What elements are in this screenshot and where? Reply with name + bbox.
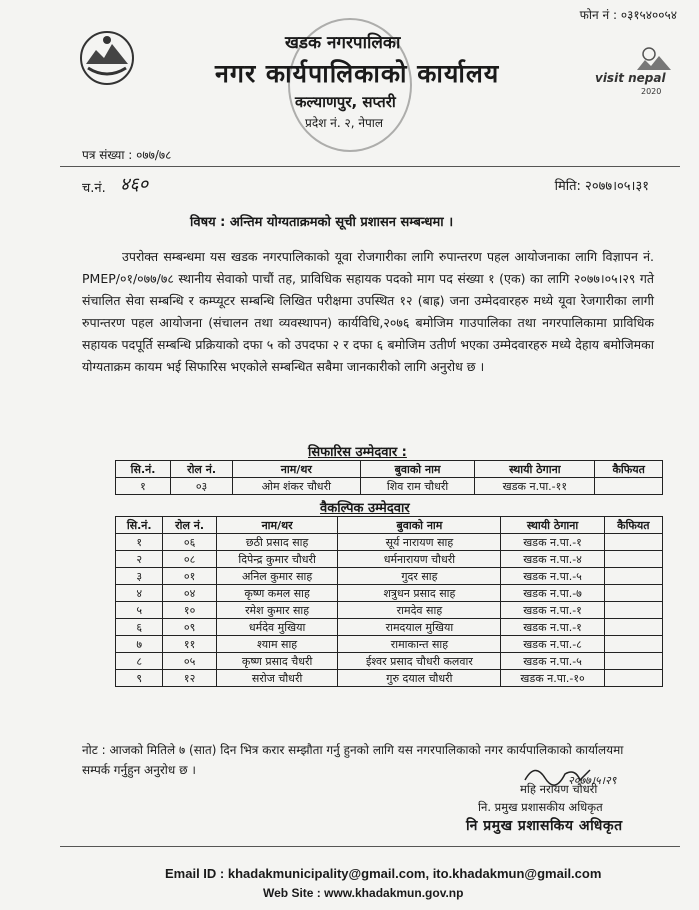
cell [595,478,663,495]
cell: शिव राम चौधरी [360,478,475,495]
col-address: स्थायी ठेगाना [475,461,595,478]
cell [604,636,662,653]
cell: ०५ [163,653,216,670]
cell: खडक न.पा.-८ [501,636,604,653]
cell: दिपेन्द्र कुमार चौधरी [216,551,338,568]
col-sn: सि.नं. [116,517,163,534]
cell: सरोज चौधरी [216,670,338,687]
table-row [116,534,663,551]
table-row [116,602,663,619]
table-header-row [116,517,663,534]
cell: खडक न.पा.-१० [501,670,604,687]
table-row [116,585,663,602]
col-name: नाम/थर [216,517,338,534]
cell [604,602,662,619]
cell: २ [116,551,163,568]
dispatch-number: ४६० [120,174,149,195]
table-row [116,670,663,687]
cell: रामदयाल मुखिया [338,619,501,636]
col-roll: रोल नं. [171,461,233,478]
letter-body: उपरोक्त सम्बन्धमा यस खडक नगरपालिकाको यूवा रोजगारीका लागि रुपान्तरण पहल आयोजनाका लागि विज्ञापन नं. PMEP/०१/०७७/७८ स्थानीय सेवाको पाचौं तह, प्राविधिक सहायक पदको माग पद संख्या १ (एक) का लागि २०७७।०५।२९ गते संचालित सेवा सम्बन्धि र कम्प्यूटर सम्बन्धि लिखित परीक्षमा उपस्थित १२ (बाह्र) जना उम्मेदवारहरु मध्ये यूवा रेजगारीका लागी रुपान्तरण पहल आयोजना (संचालन तथा व्यवस्थापन) कार्यविधि,२०७६ बमोजिम गाउपालिका तथा नगरपालिकामा प्राविधिक सहायक पदपूर्ति सम्बन्धि प्रक्रियाको दफा ५ को उपदफा २ र दफा ६ बमोजिम उतीर्ण भएका उम्मेदवारहरु मध्ये देहाय बमोजिमका योग्यताक्रम कायम भई सिफारिस भएकोले सम्बन्धित सबैमा जानकारीको लागि अनुरोध छ । [82,249,654,374]
cell: कृष्ण कमल साह [216,585,338,602]
cell [604,585,662,602]
cell: १२ [163,670,216,687]
cell: गुरु दयाल चौधरी [338,670,501,687]
signature-date: २०७७।५।२९ [568,774,617,787]
note-text: नोट : आजको मितिले ७ (सात) दिन भित्र करार सम्झौता गर्नु हुनको लागि यस नगरपालिकाको नगर कार्यपालिकाको कार्यालयमा सम्पर्क गर्नुहुन अनुरोध छ । [82,743,624,777]
table-row [116,636,663,653]
cell: ९ [116,670,163,687]
col-sn: सि.नं. [116,461,171,478]
phone-number: फोन नं : ०३१५४००५४ [579,8,677,22]
letter-ref-number: पत्र संख्या : ०७७/७८ [82,148,172,162]
cell: १० [163,602,216,619]
cell: धर्मनारायण चौधरी [338,551,501,568]
table-header-row [116,461,663,478]
cell: खडक न.पा.-५ [501,653,604,670]
letter-subject: विषय : अन्तिम योग्यताक्रमको सूची प्रशासन सम्बन्धमा । [190,215,454,230]
cell: धर्मदेव मुखिया [216,619,338,636]
cell: खडक न.पा.-१ [501,534,604,551]
visit-nepal-year: 2020 [641,87,662,96]
header-divider [60,166,680,167]
col-father: बुवाको नाम [338,517,501,534]
cell: ३ [116,568,163,585]
col-father: बुवाको नाम [360,461,475,478]
cell [604,534,662,551]
table-row [116,619,663,636]
cell [604,551,662,568]
signatory-stamp: नि प्रमुख प्रशासकिय अधिकृत [466,818,623,834]
col-address: स्थायी ठेगाना [501,517,604,534]
office-province: प्रदेश नं. २, नेपाल [305,116,384,130]
office-name: नगर कार्यपालिकाको कार्यालय [215,59,500,88]
table-row [116,653,663,670]
table-row [116,568,663,585]
col-remarks: कैफियत [604,517,662,534]
table-row [116,551,663,568]
cell: ०८ [163,551,216,568]
cell: खडक न.पा.-५ [501,568,604,585]
col-roll: रोल नं. [163,517,216,534]
cell: खडक न.पा.-१ [501,619,604,636]
cell [604,568,662,585]
cell: ०३ [171,478,233,495]
cell: ७ [116,636,163,653]
cell: ईश्वर प्रसाद चौधरी कलवार [338,653,501,670]
visit-nepal-logo [587,40,677,100]
nepal-emblem-icon [78,28,136,88]
office-location: कल्याणपुर, सप्तरी [295,93,396,111]
municipality-name: खडक नगरपालिका [285,33,401,53]
cell: श्याम साह [216,636,338,653]
cell: ०६ [163,534,216,551]
cell: शत्रुधन प्रसाद साह [338,585,501,602]
cell: ८ [116,653,163,670]
cell: ६ [116,619,163,636]
cell: ओम शंकर चौधरी [233,478,361,495]
table-row [116,478,663,495]
cell: ०४ [163,585,216,602]
cell: ५ [116,602,163,619]
cell: १ [116,534,163,551]
footer-email: Email ID : khadakmunicipality@gmail.com, ito.khadakmun@gmail.com [165,866,602,881]
footer-divider [60,846,680,847]
cell: कृष्ण प्रसाद चैधरी [216,653,338,670]
cell: छठी प्रसाद साह [216,534,338,551]
alternate-title: वैकल्पिक उम्मेदवार [320,501,410,516]
col-remarks: कैफियत [595,461,663,478]
cell: रमेश कुमार साह [216,602,338,619]
cell: खडक न.पा.-७ [501,585,604,602]
col-name: नाम/थर [233,461,361,478]
recommended-table [115,460,663,495]
dispatch-label: च.नं. [82,181,106,196]
signatory-name: महि नरायण चौधरी [520,782,598,796]
cell: ०९ [163,619,216,636]
cell: गुदर साह [338,568,501,585]
cell [604,653,662,670]
alternate-table [115,516,663,687]
cell: रामदेव साह [338,602,501,619]
cell: खडक न.पा.-१ [501,602,604,619]
cell: १ [116,478,171,495]
recommended-title: सिफारिस उम्मेदवार : [308,445,407,460]
cell: ०१ [163,568,216,585]
cell [604,670,662,687]
signatory-title: नि. प्रमुख प्रशासकीय अधिकृत [478,800,603,814]
cell: अनिल कुमार साह [216,568,338,585]
cell [604,619,662,636]
cell: खडक न.पा.-४ [501,551,604,568]
cell: सूर्य नारायण साह [338,534,501,551]
cell: ४ [116,585,163,602]
cell: ११ [163,636,216,653]
visit-nepal-text: visit nepal [595,71,666,85]
letter-date: मिति: २०७७।०५।३१ [554,179,649,194]
cell: खडक न.पा.-११ [475,478,595,495]
footer-website: Web Site : www.khadakmun.gov.np [263,886,464,900]
cell: रामाकान्त साह [338,636,501,653]
